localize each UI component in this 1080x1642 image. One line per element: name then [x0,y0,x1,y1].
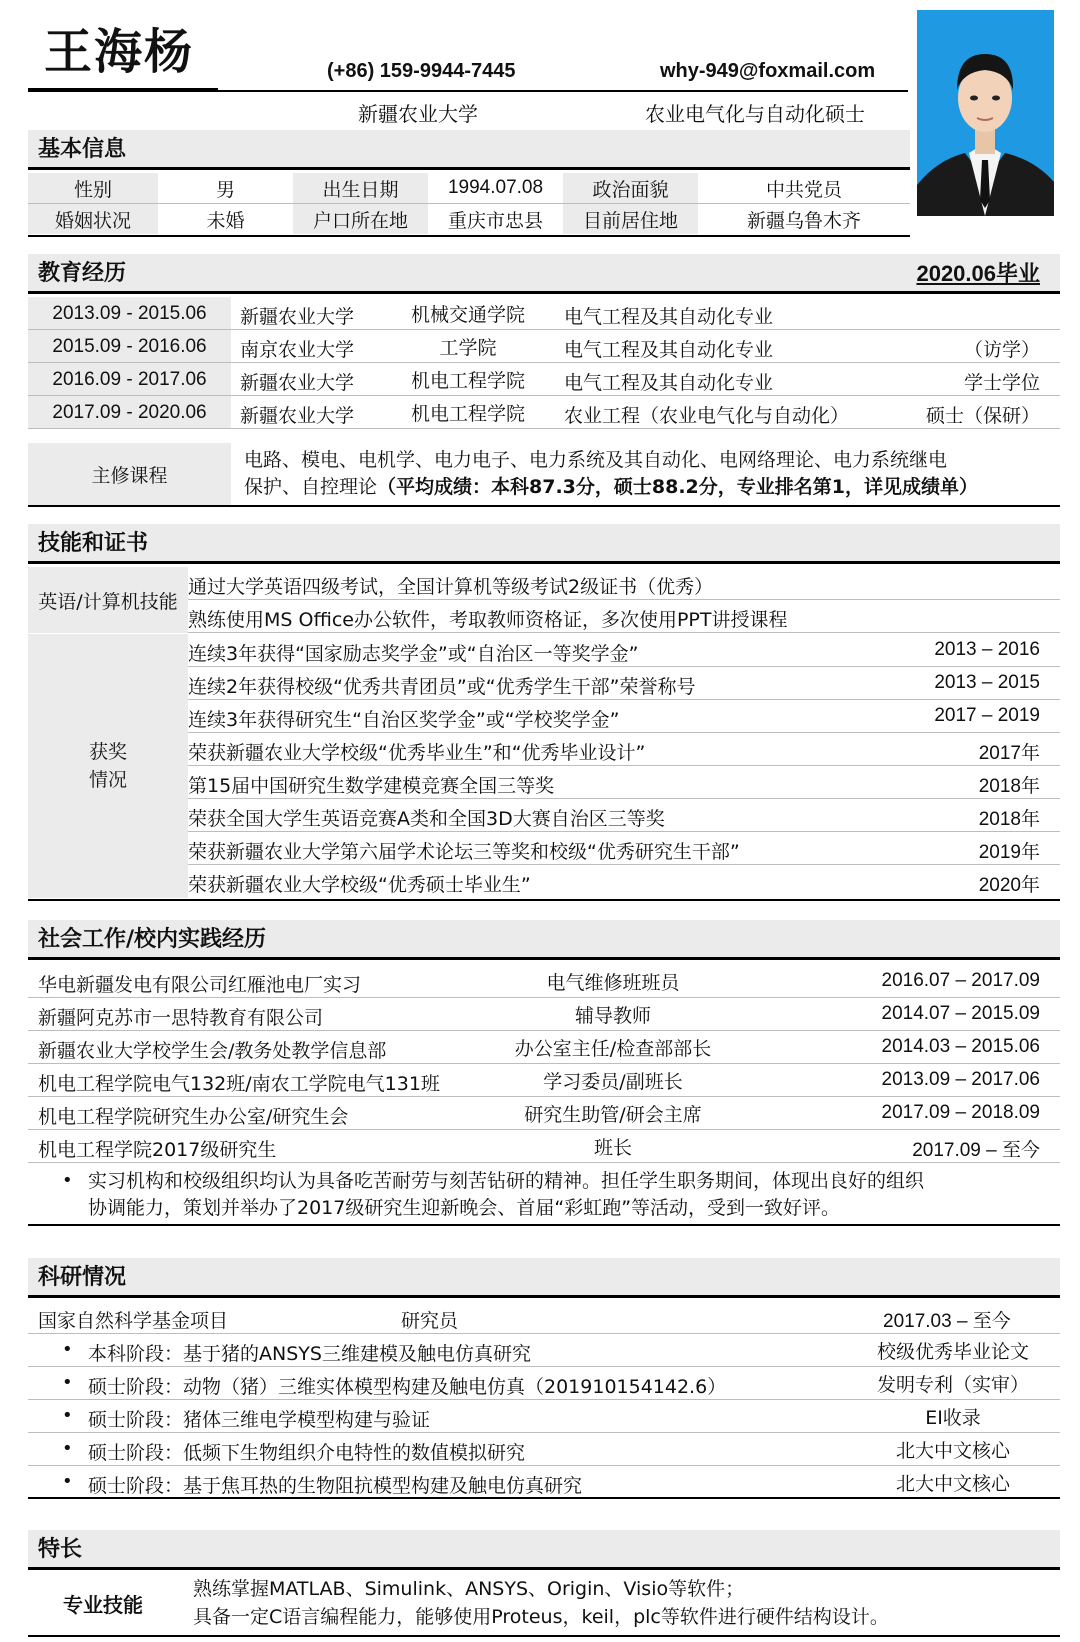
award-text: 荣获新疆农业大学校级“优秀硕士毕业生” [188,874,531,896]
social-org: 机电工程学院电气132班/南农工学院电气131班 [38,1073,440,1095]
social-summary-text [88,1168,924,1222]
research-role: 研究员 [401,1310,459,1332]
section-education-title: 教育经历 [38,261,127,286]
research-item [28,1466,1060,1499]
lang-skill-divider [188,632,1060,633]
social-period: 2017.09 – 至今 [912,1140,1040,1161]
section-social-title: 社会工作/校内实践经历 [38,927,267,952]
basic-bottom-rule [28,235,910,237]
basic-row-2 [28,204,910,234]
email-address: why-949@foxmail.com [660,60,876,82]
social-role: 班长 [593,1137,632,1159]
education-major: 农业工程（农业电气化与自动化） [564,405,850,427]
social-row [28,1130,1060,1163]
section-basic-title: 基本信息 [38,137,127,162]
social-role: 电气维修班班员 [546,972,680,994]
research-item [28,1367,1060,1400]
value-birthdate: 1994.07.08 [447,177,544,198]
research-item [28,1433,1060,1466]
education-note: （访学） [963,339,1040,361]
social-divider [28,1162,1060,1163]
research-period: 2017.03 – 至今 [883,1311,1011,1332]
social-org: 华电新疆发电有限公司红雁池电厂实习 [38,974,362,996]
social-role: 办公室主任/检查部部长 [514,1038,712,1060]
research-item [28,1334,1060,1367]
research-item-text: 硕士阶段：动物（猪）三维实体模型构建及触电仿真（201910154142.6） [88,1376,727,1398]
awards-label-line-1: 获奖 [88,741,127,763]
award-year: 2013 – 2015 [934,672,1040,693]
value-marital: 未婚 [206,209,245,232]
bullet-icon: • [62,1405,73,1426]
header-school: 新疆农业大学 [358,102,478,126]
lang-skills-label: 英语/计算机技能 [28,567,188,633]
section-social [28,920,1060,960]
education-period: 2013.09 - 2015.06 [28,297,231,330]
education-divider [28,428,1060,429]
basic-row-1 [28,173,910,203]
award-text: 荣获新疆农业大学校级“优秀毕业生”和“优秀毕业设计” [188,742,646,764]
education-school: 新疆农业大学 [240,372,355,394]
courses-label: 主修课程 [28,443,231,505]
skills-bottom-rule [28,899,1060,901]
specialty-line-1: 熟练掌握MATLAB、Simulink、ANSYS、Origin、Visio等软件； [193,1578,745,1600]
education-note: 学士学位 [963,372,1040,394]
award-year: 2017 – 2019 [934,705,1040,726]
education-period: 2016.09 - 2017.06 [28,363,231,396]
section-basic-info [28,130,910,170]
research-project: 国家自然科学基金项目 [38,1310,229,1332]
social-period: 2016.07 – 2017.09 [881,970,1040,991]
social-period: 2013.09 – 2017.06 [881,1069,1040,1090]
award-text: 荣获新疆农业大学第六届学术论坛三等奖和校级“优秀研究生干部” [188,841,740,863]
education-major: 电气工程及其自动化专业 [564,372,774,394]
label-hukou: 户口所在地 [293,204,428,234]
specialty-row [28,1573,1060,1633]
social-role: 研究生助管/研会主席 [524,1104,702,1126]
award-row [188,799,1060,832]
value-political: 中共党员 [765,178,842,201]
social-period: 2014.07 – 2015.09 [881,1003,1040,1024]
social-period: 2017.09 – 2018.09 [881,1102,1040,1123]
social-org: 新疆阿克苏市一思特教育有限公司 [38,1007,324,1029]
education-row [28,363,1060,396]
social-summary-line-1: 实习机构和校级组织均认为具备吃苦耐劳与刻苦钻研的精神。担任学生职务期间，体现出良好的组织 [88,1170,925,1192]
award-year: 2017年 [978,743,1040,764]
social-row [28,1097,1060,1130]
awards-label-cell [28,634,188,898]
social-role: 学习委员/副班长 [543,1071,683,1093]
section-research [28,1258,1060,1298]
social-summary-line-2: 协调能力，策划并举办了2017级研究生迎新晚会、首届“彩虹跑”等活动，受到一致好评。 [88,1197,841,1219]
bullet-icon: • [62,1471,73,1492]
education-row [28,396,1060,429]
bullet-icon: • [62,1438,73,1459]
lang-label-cell [28,567,188,633]
candidate-name: 王海杨 [44,24,195,80]
award-year: 2013 – 2016 [934,639,1040,660]
specialty-label: 专业技能 [63,1592,143,1617]
research-item-result: EI收录 [925,1407,981,1429]
social-role: 辅导教师 [574,1005,651,1027]
label-birthdate: 出生日期 [293,173,428,203]
research-project-row [28,1301,1060,1333]
award-row [188,865,1060,898]
header-degree: 农业电气化与自动化硕士 [645,102,865,126]
award-text: 第15届中国研究生数学建模竞赛全国三等奖 [188,775,555,797]
education-college: 机电工程学院 [410,403,525,425]
research-item [28,1400,1060,1433]
label-residence: 目前居住地 [563,204,698,234]
education-bottom-rule [28,505,1060,507]
lang-skill-text: 通过大学英语四级考试，全国计算机等级考试2级证书（优秀） [188,576,714,598]
social-summary [28,1166,1060,1222]
social-period: 2014.03 – 2015.06 [881,1036,1040,1057]
lang-skill-text: 熟练使用MS Office办公软件，考取教师资格证，多次使用PPT讲授课程 [188,609,788,631]
research-item-result: 校级优秀毕业论文 [876,1341,1029,1363]
bullet-icon: • [62,1170,73,1191]
education-row [28,330,1060,363]
social-row [28,965,1060,998]
award-year: 2018年 [978,776,1040,797]
section-research-title: 科研情况 [38,1265,127,1290]
courses-row [28,443,1060,505]
courses-line-2: 保护、自控理论 [244,476,378,498]
section-skills [28,524,1060,564]
research-item-text: 硕士阶段：基于焦耳热的生物阻抗模型构建及触电仿真研究 [88,1475,583,1497]
education-period: 2015.09 - 2016.06 [28,330,231,363]
awards-label-line-2: 情况 [88,769,127,791]
specialty-line-2: 具备一定C语言编程能力，能够使用Proteus，keil，plc等软件进行硬件结构设计。 [193,1606,889,1628]
specialty-text [193,1575,889,1631]
courses-text [244,447,978,501]
lang-skill-item [188,567,1060,600]
social-row [28,998,1060,1031]
award-year: 2020年 [978,875,1040,896]
award-row [188,667,1060,700]
graduation-date: 2020.06毕业 [916,261,1040,286]
specialty-bottom-rule [28,1635,1060,1637]
value-gender: 男 [215,178,235,201]
research-item-text: 硕士阶段：猪体三维电学模型构建与验证 [88,1409,431,1431]
award-row [188,634,1060,667]
education-major: 电气工程及其自动化专业 [564,339,774,361]
value-hukou: 重庆市忠县 [447,209,543,232]
value-residence: 新疆乌鲁木齐 [746,209,861,232]
award-text: 连续3年获得研究生“自治区奖学金”或“学校奖学金” [188,709,620,731]
education-college: 机械交通学院 [410,304,525,326]
award-year: 2019年 [978,842,1040,863]
award-row [188,766,1060,799]
education-note: 硕士（保研） [925,405,1040,427]
courses-grades: （平均成绩：本科87.3分，硕士88.2分，专业排名第1，详见成绩单） [377,476,978,498]
education-period: 2017.09 - 2020.06 [28,396,231,429]
education-school: 南京农业大学 [240,339,355,361]
bullet-icon: • [62,1339,73,1360]
courses-line-1: 电路、模电、电机学、电力电子、电力系统及其自动化、电网络理论、电力系统继电 [244,449,948,471]
education-school: 新疆农业大学 [240,306,355,328]
award-text: 荣获全国大学生英语竞赛A类和全国3D大赛自治区三等奖 [188,808,665,830]
education-row [28,297,1060,330]
section-specialty-title: 特长 [38,1537,83,1562]
research-item-text: 硕士阶段：低频下生物组织介电特性的数值模拟研究 [88,1442,526,1464]
section-specialty [28,1530,1060,1570]
label-political: 政治面貌 [563,173,698,203]
phone-number: (+86) 159-9944-7445 [327,60,516,82]
social-org: 机电工程学院研究生办公室/研究生会 [38,1106,349,1128]
social-row [28,1031,1060,1064]
name-underline [28,88,218,92]
award-row [188,832,1060,865]
award-year: 2018年 [978,809,1040,830]
awards-label [28,634,188,898]
social-org: 机电工程学院2017级研究生 [38,1139,277,1161]
award-text: 连续3年获得“国家励志奖学金”或“自治区一等奖学金” [188,643,639,665]
header-rule [218,90,908,92]
lang-skill-item [188,600,1060,633]
education-school: 新疆农业大学 [240,405,355,427]
portrait-photo [917,10,1054,216]
award-text: 连续2年获得校级“优秀共青团员”或“优秀学生干部”荣誉称号 [188,676,696,698]
education-college: 工学院 [439,337,497,359]
research-item-text: 本科阶段：基于猪的ANSYS三维建模及触电仿真研究 [88,1343,531,1365]
education-major: 电气工程及其自动化专业 [564,306,774,328]
bullet-icon: • [62,1372,73,1393]
research-item-result: 北大中文核心 [895,1473,1010,1495]
label-gender: 性别 [28,173,158,203]
social-row [28,1064,1060,1097]
social-bottom-rule [28,1224,1060,1226]
section-education [28,254,1060,294]
label-marital: 婚姻状况 [28,204,158,234]
award-row [188,733,1060,766]
social-org: 新疆农业大学校学生会/教务处教学信息部 [38,1040,387,1062]
research-item-result: 发明专利（实审） [876,1374,1029,1396]
award-row [188,700,1060,733]
education-college: 机电工程学院 [410,370,525,392]
research-item-result: 北大中文核心 [895,1440,1010,1462]
section-skills-title: 技能和证书 [38,531,149,556]
portrait-illustration [917,10,1054,216]
